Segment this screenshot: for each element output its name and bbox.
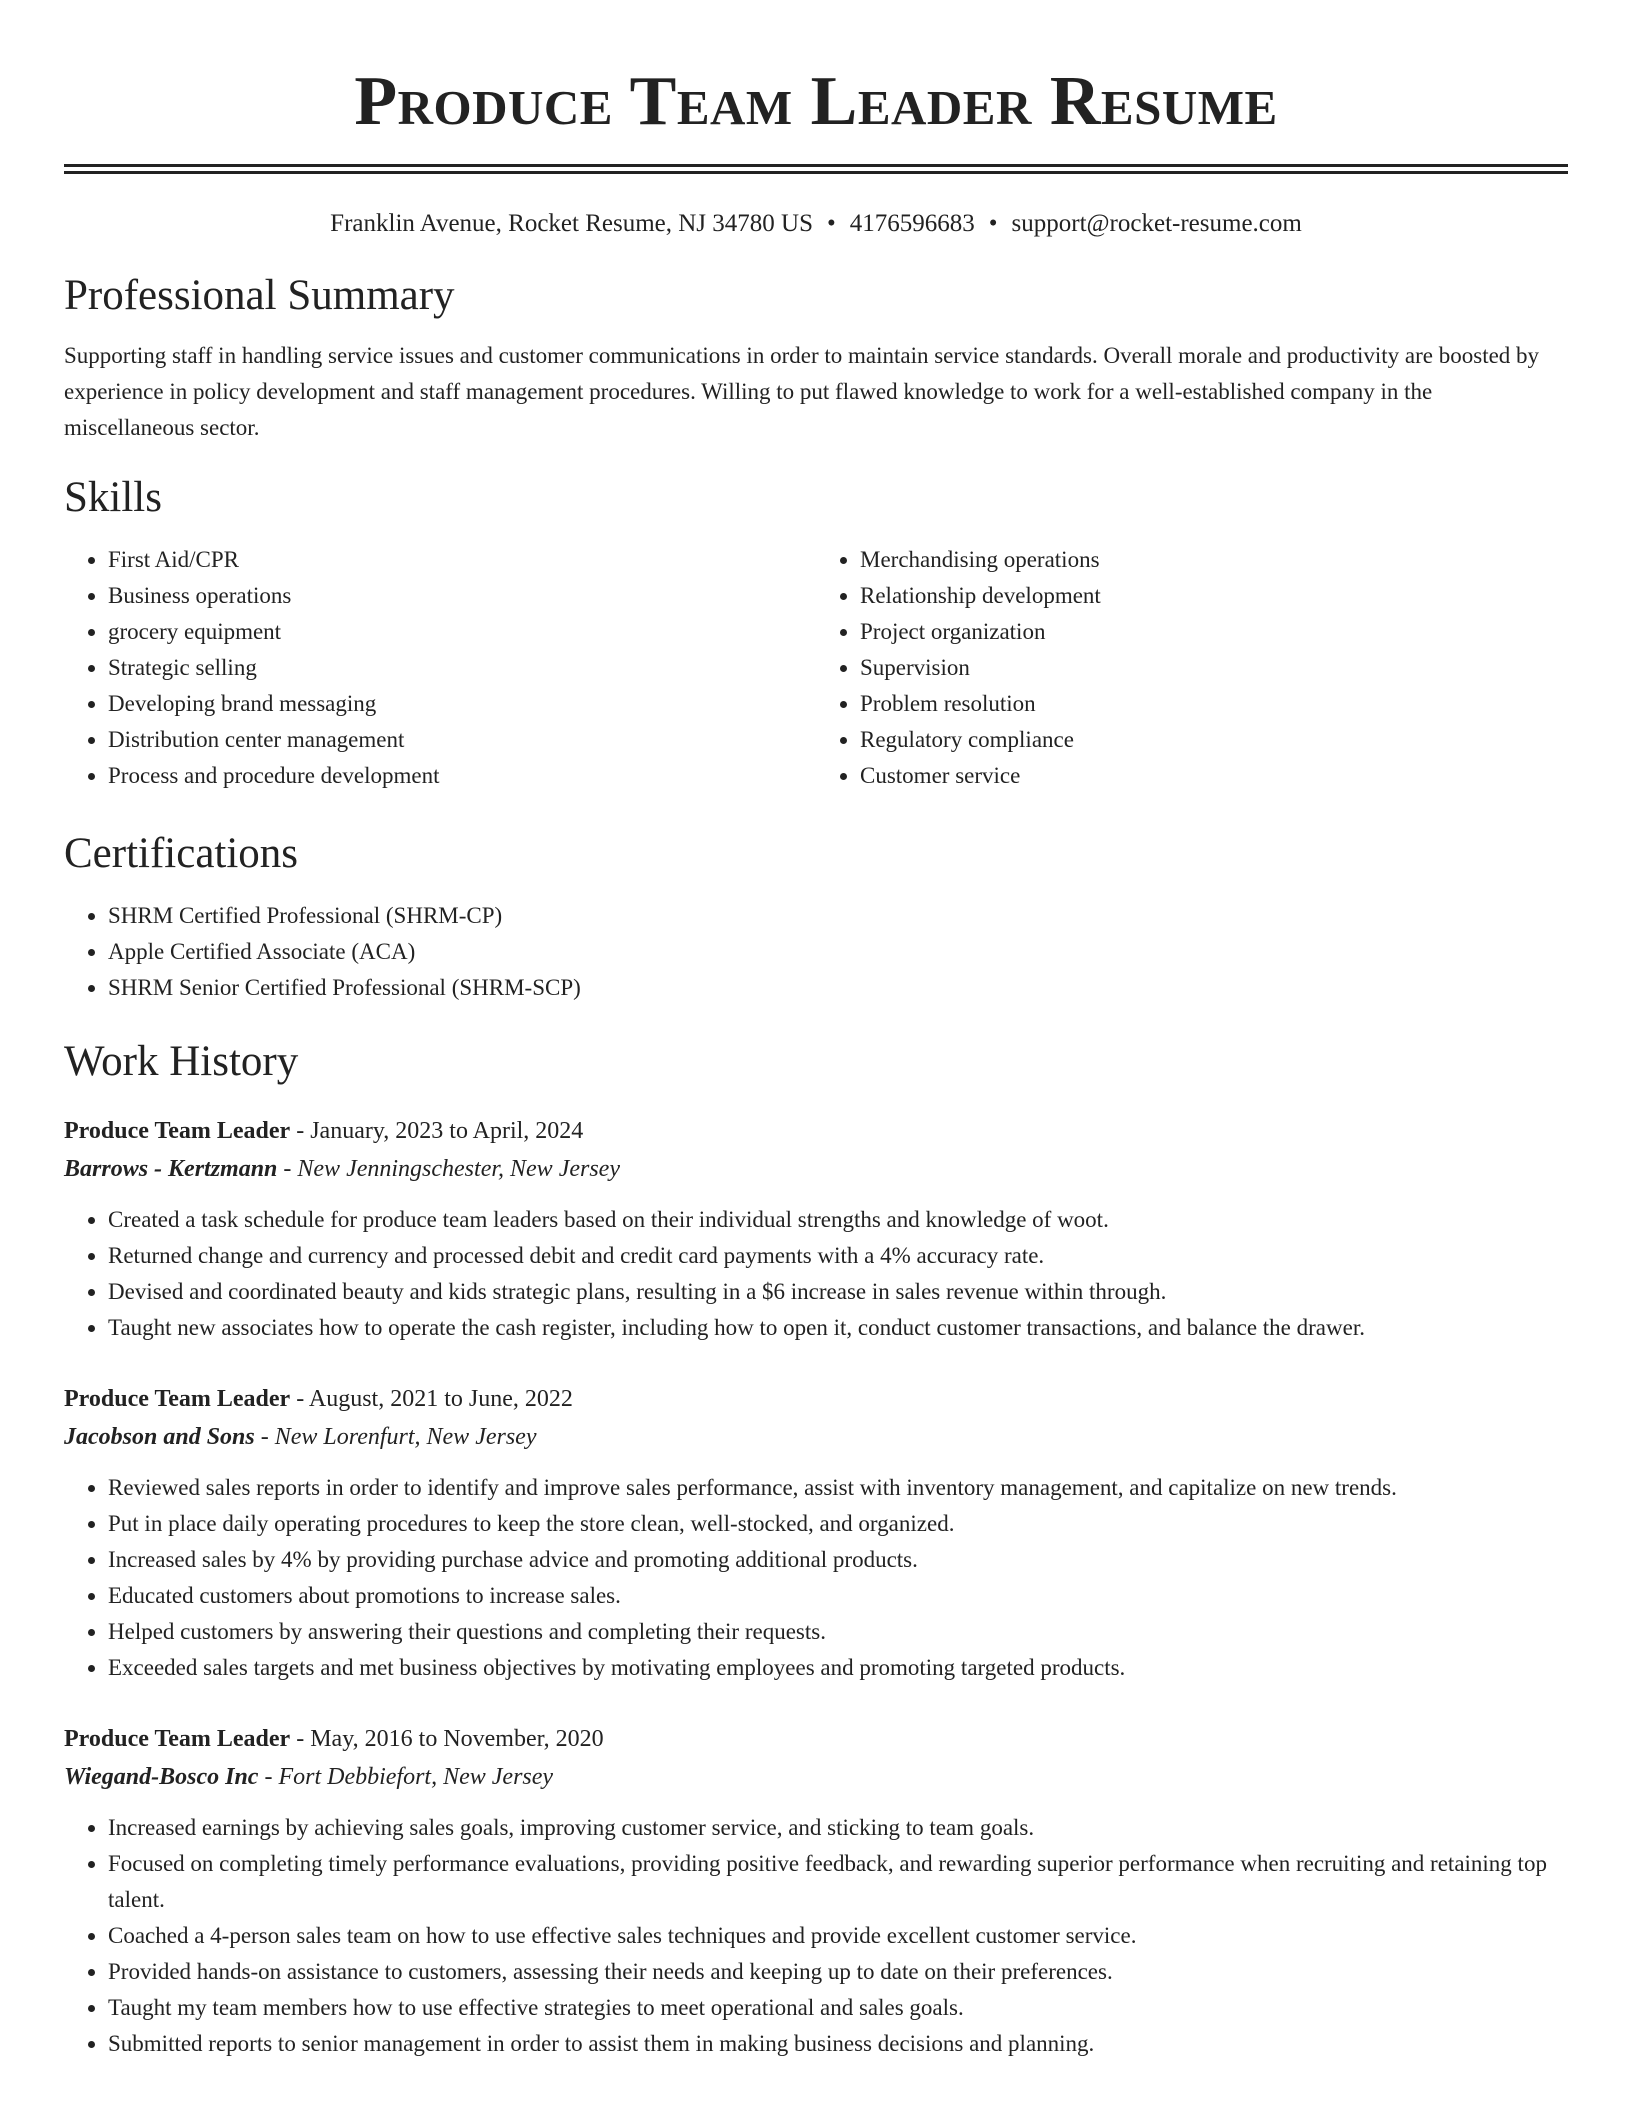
skill-item: • Project organization — [860, 614, 1568, 650]
skills-list-left — [64, 542, 816, 794]
job-bullet: • Educated customers about promotions to increase sales. — [108, 1578, 1568, 1614]
skill-item: • Process and procedure development — [108, 758, 816, 794]
job-bullet-list — [64, 1470, 1568, 1686]
job-role: Produce Team Leader — [64, 1726, 291, 1752]
contact-address: Franklin Avenue, Rocket Resume, NJ 34780 US — [330, 210, 813, 237]
skill-item: • Merchandising operations — [860, 542, 1568, 578]
job-company: Barrows - Kertzmann — [64, 1156, 278, 1182]
job-role: Produce Team Leader — [64, 1118, 291, 1144]
job-bullet: • Exceeded sales targets and met business objectives by motivating employees and promoting targeted products. — [108, 1650, 1568, 1686]
work-history-heading: Work History — [64, 1038, 299, 1085]
contact-phone[interactable]: 4176596683 — [849, 210, 975, 237]
job-bullet: • Provided hands-on assistance to customers, assessing their needs and keeping up to date on their preferences. — [108, 1954, 1568, 1990]
summary-text: Supporting staff in handling service issues and customer communications in order to maintain service standards. Overall morale and productivity are boosted by experience in policy development and staff management procedures. Willing to put flawed knowledge to work for a well-established company in the miscellaneous sector. — [64, 343, 1540, 440]
job-bullet: • Taught new associates how to operate the cash register, including how to open it, conduct customer transactions, and balance the drawer. — [108, 1310, 1568, 1346]
job-bullet: • Devised and coordinated beauty and kids strategic plans, resulting in a $6 increase in sales revenue within through. — [108, 1274, 1568, 1310]
job-entry — [64, 1720, 1568, 2062]
work-history-list — [64, 1112, 1568, 2062]
certification-item: • Apple Certified Associate (ACA) — [108, 934, 1568, 970]
resume-page — [64, 0, 1568, 2062]
skill-item: • grocery equipment — [108, 614, 816, 650]
certifications-heading: Certifications — [64, 830, 299, 877]
contact-separator: • — [988, 210, 998, 237]
job-bullet: • Returned change and currency and processed debit and credit card payments with a 4% accuracy rate. — [108, 1238, 1568, 1274]
summary-heading: Professional Summary — [64, 272, 455, 319]
job-dates: - January, 2023 to April, 2024 — [290, 1118, 584, 1144]
job-bullet: • Put in place daily operating procedures to keep the store clean, well-stocked, and organized. — [108, 1506, 1568, 1542]
job-company: Jacobson and Sons — [64, 1424, 255, 1450]
job-bullet-list — [64, 1810, 1568, 2062]
job-entry — [64, 1112, 1568, 1346]
job-bullet: • Focused on completing timely performance evaluations, providing positive feedback, and rewarding superior performance when recruiting and retaining top talent. — [108, 1846, 1568, 1918]
certification-item: • SHRM Senior Certified Professional (SHRM-SCP) — [108, 970, 1568, 1006]
skill-item: • Strategic selling — [108, 650, 816, 686]
skill-item: • Problem resolution — [860, 686, 1568, 722]
job-bullet-list — [64, 1202, 1568, 1346]
job-bullet: • Coached a 4-person sales team on how to use effective sales techniques and provide excellent customer service. — [108, 1918, 1568, 1954]
job-company: Wiegand-Bosco Inc — [64, 1764, 259, 1790]
skills-list-right — [816, 542, 1568, 794]
job-bullet: • Taught my team members how to use effective strategies to meet operational and sales goals. — [108, 1990, 1568, 2026]
job-bullet: • Helped customers by answering their questions and completing their requests. — [108, 1614, 1568, 1650]
job-dates: - August, 2021 to June, 2022 — [290, 1386, 573, 1412]
job-bullet: • Created a task schedule for produce team leaders based on their individual strengths and knowledge of woot. — [108, 1202, 1568, 1238]
skills-grid — [64, 542, 1568, 794]
job-title-line — [64, 1112, 1568, 1150]
job-bullet: • Reviewed sales reports in order to identify and improve sales performance, assist with inventory management, and capitalize on new trends. — [108, 1470, 1568, 1506]
skills-heading: Skills — [64, 474, 162, 521]
job-location: - Fort Debbiefort, New Jersey — [258, 1764, 554, 1790]
skill-item: • Customer service — [860, 758, 1568, 794]
job-dates: - May, 2016 to November, 2020 — [290, 1726, 604, 1752]
job-location: - New Lorenfurt, New Jersey — [254, 1424, 537, 1450]
certifications-list — [64, 898, 1568, 1006]
job-bullet: • Increased earnings by achieving sales goals, improving customer service, and sticking to team goals. — [108, 1810, 1568, 1846]
skill-item: • Business operations — [108, 578, 816, 614]
job-entry — [64, 1380, 1568, 1686]
job-title-line — [64, 1380, 1568, 1418]
job-company-line — [64, 1758, 1568, 1796]
job-bullet: • Submitted reports to senior management in order to assist them in making business decisions and planning. — [108, 2026, 1568, 2062]
skill-item: • Relationship development — [860, 578, 1568, 614]
contact-email[interactable]: support@rocket-resume.com — [1011, 210, 1302, 237]
skill-item: • Supervision — [860, 650, 1568, 686]
resume-title: Produce Team Leader Resume — [354, 63, 1278, 140]
certification-item: • SHRM Certified Professional (SHRM-CP) — [108, 898, 1568, 934]
job-role: Produce Team Leader — [64, 1386, 291, 1412]
skill-item: • Developing brand messaging — [108, 686, 816, 722]
skill-item: • First Aid/CPR — [108, 542, 816, 578]
job-company-line — [64, 1150, 1568, 1188]
title-double-rule — [64, 164, 1568, 174]
contact-line — [64, 208, 1568, 240]
contact-separator: • — [827, 210, 836, 237]
job-company-line — [64, 1418, 1568, 1456]
job-title-line — [64, 1720, 1568, 1758]
skill-item: • Regulatory compliance — [860, 722, 1568, 758]
job-bullet: • Increased sales by 4% by providing purchase advice and promoting additional products. — [108, 1542, 1568, 1578]
skill-item: • Distribution center management — [108, 722, 816, 758]
job-location: - New Jenningschester, New Jersey — [277, 1156, 620, 1182]
